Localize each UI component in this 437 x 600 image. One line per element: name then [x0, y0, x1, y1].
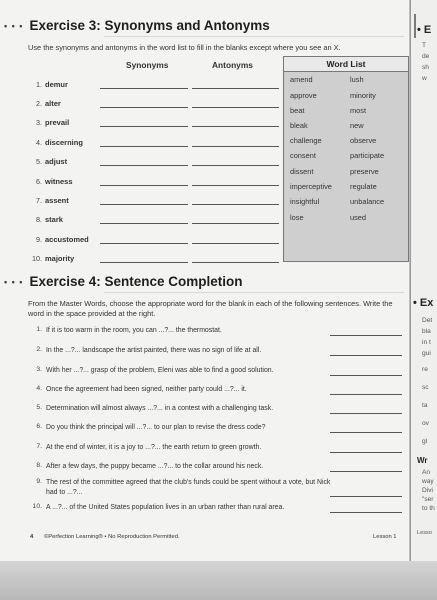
word-list-word: most: [350, 106, 367, 115]
heading-dots: • • •: [4, 21, 24, 32]
synonym-item: [28, 80, 288, 98]
item-number: 6.: [36, 177, 42, 186]
heading-rule: [104, 36, 404, 37]
antonym-blank[interactable]: [192, 185, 279, 186]
item-number: 8.: [36, 215, 42, 224]
synonym-blank[interactable]: [100, 126, 188, 127]
synonym-blank[interactable]: [100, 107, 188, 108]
antonym-blank[interactable]: [192, 146, 279, 147]
synonym-item: [28, 235, 288, 253]
word-list-word: approve: [290, 91, 317, 100]
facing-text-fragment: An: [422, 469, 431, 476]
exercise-4-heading: [4, 274, 243, 289]
lesson-label: Lesson 1: [373, 534, 397, 540]
synonym-blank[interactable]: [100, 262, 188, 263]
answer-blank[interactable]: [330, 512, 402, 513]
item-number: 2.: [36, 346, 42, 353]
sentence-text: With her ...?... grasp of the problem, Eleni was able to find a good solution.: [46, 367, 274, 374]
antonyms-column-header: Antonyms: [212, 60, 253, 70]
antonym-blank[interactable]: [192, 243, 279, 244]
answer-blank[interactable]: [330, 471, 402, 472]
exercise-4-instructions: From the Master Words, choose the appropriate word for the blank in each of the following sentences. Write the word in the space provided at the right.: [28, 299, 393, 318]
answer-blank[interactable]: [330, 355, 402, 356]
antonym-blank[interactable]: [192, 126, 279, 127]
synonym-item: [28, 215, 288, 233]
word-list-word: insightful: [290, 197, 320, 206]
facing-text-fragment: ov: [422, 420, 429, 427]
sentence-text: Determination will almost always ...?... in a contest with a challenging task.: [46, 405, 274, 412]
facing-text-fragment: in t: [422, 339, 431, 346]
item-number: 3.: [36, 366, 42, 373]
word-list-word: amend: [290, 75, 313, 84]
item-word: assent: [45, 196, 69, 205]
facing-text-fragment: re: [422, 366, 428, 373]
word-list-word: new: [350, 121, 364, 130]
facing-heading-fragment: • Ex: [413, 297, 434, 309]
item-word: accustomed: [45, 235, 89, 244]
facing-heading-fragment: • E: [417, 24, 432, 36]
item-word: majority: [45, 254, 75, 263]
word-list-word: observe: [350, 136, 377, 145]
exercise-4-title: Exercise 4: Sentence Completion: [29, 274, 243, 289]
item-number: 5.: [36, 157, 42, 166]
word-list-box: [283, 56, 409, 262]
sentence-text: A ...?... of the United States population lives in an urban rather than rural area.: [46, 504, 285, 511]
synonym-item: [28, 196, 288, 214]
scan-background: [0, 561, 437, 600]
word-list-word: unbalance: [350, 197, 385, 206]
word-list-word: bleak: [290, 121, 308, 130]
word-list-word: beat: [290, 106, 305, 115]
synonym-item: [28, 99, 288, 117]
sentence-text: In the ...?... landscape the artist painted, there was no sign of life at all.: [46, 347, 262, 354]
item-word: witness: [45, 177, 73, 186]
exercise-3-heading: [4, 18, 270, 33]
antonym-blank[interactable]: [192, 204, 279, 205]
answer-blank[interactable]: [330, 496, 402, 497]
item-number: 1.: [36, 80, 42, 89]
synonym-blank[interactable]: [100, 165, 188, 166]
synonyms-column-header: Synonyms: [126, 60, 169, 70]
synonym-item: [28, 157, 288, 175]
page-number: 4: [30, 534, 34, 540]
synonym-blank[interactable]: [100, 223, 188, 224]
antonym-blank[interactable]: [192, 165, 279, 166]
synonym-blank[interactable]: [100, 243, 188, 244]
item-number: 7.: [36, 196, 42, 205]
item-number: 8.: [36, 462, 42, 469]
item-word: alter: [45, 99, 61, 108]
antonym-blank[interactable]: [192, 223, 279, 224]
item-number: 4.: [36, 385, 42, 392]
item-number: 10.: [32, 503, 42, 510]
synonym-blank[interactable]: [100, 146, 188, 147]
answer-blank[interactable]: [330, 452, 402, 453]
item-number: 9.: [36, 478, 42, 485]
synonym-item: [28, 138, 288, 156]
item-word: prevail: [45, 118, 70, 127]
facing-text-fragment: sh: [422, 64, 429, 71]
synonym-blank[interactable]: [100, 204, 188, 205]
item-number: 7.: [36, 443, 42, 450]
facing-text-fragment: Divi: [422, 487, 433, 494]
word-list-word: regulate: [350, 182, 377, 191]
word-list-word: minority: [350, 91, 376, 100]
word-list-word: lose: [290, 213, 304, 222]
facing-text-fragment: T: [422, 42, 427, 49]
synonym-item: [28, 254, 288, 272]
word-list-word: consent: [290, 151, 316, 160]
answer-blank[interactable]: [330, 432, 402, 433]
synonym-blank[interactable]: [100, 88, 188, 89]
item-number: 2.: [36, 99, 42, 108]
facing-text-fragment: to th: [422, 505, 435, 512]
synonym-item: [28, 118, 288, 136]
facing-text-fragment: de: [422, 53, 430, 60]
word-list-word: used: [350, 213, 367, 222]
facing-text-fragment: ta: [422, 402, 428, 409]
facing-text-fragment: way: [422, 478, 434, 485]
exercise-3-instructions: Use the synonyms and antonyms in the word list to fill in the blanks except where you see an X.: [28, 43, 341, 52]
facing-text-fragment: gui: [422, 350, 431, 357]
antonym-blank[interactable]: [192, 107, 279, 108]
item-number: 4.: [36, 138, 42, 147]
facing-text-fragment: sc: [422, 384, 429, 391]
sentence-text: The rest of the committee agreed that the club's funds could be spent without a vote, but Nick had to ...?...: [46, 479, 331, 496]
item-number: 5.: [36, 404, 42, 411]
item-word: discerning: [45, 138, 83, 147]
item-number: 3.: [36, 118, 42, 127]
item-word: demur: [45, 80, 68, 89]
antonym-blank[interactable]: [192, 262, 279, 263]
antonym-blank[interactable]: [192, 88, 279, 89]
word-list-word: participate: [350, 151, 385, 160]
item-number: 1.: [36, 326, 42, 333]
item-word: adjust: [45, 157, 68, 166]
facing-text-fragment: "ser: [422, 496, 434, 503]
item-number: 10.: [32, 254, 42, 263]
facing-text-fragment: bla: [422, 328, 431, 335]
facing-text-fragment: w: [422, 75, 427, 82]
heading-rule: [104, 292, 404, 293]
section-bar: [414, 14, 416, 38]
word-list-title: Word List: [284, 57, 408, 72]
word-list-word: challenge: [290, 136, 322, 145]
facing-heading-fragment: Wr: [417, 456, 428, 465]
sentence-text: At the end of winter, it is a joy to ...?... the earth return to green growth.: [46, 444, 262, 451]
sentence-text: Do you think the principal will ...?... to our plan to revise the dress code?: [46, 424, 266, 431]
facing-lesson-fragment: Lesso: [417, 530, 432, 536]
exercise-3-title: Exercise 3: Synonyms and Antonyms: [29, 18, 270, 33]
synonym-item: [28, 177, 288, 195]
heading-dots: • • •: [4, 277, 24, 288]
item-number: 6.: [36, 423, 42, 430]
answer-blank[interactable]: [330, 413, 402, 414]
facing-text-fragment: Det: [422, 317, 433, 324]
word-list-word: preserve: [350, 167, 379, 176]
sentence-text: If it is too warm in the room, you can ...?... the thermostat.: [46, 327, 222, 334]
facing-text-fragment: gl: [422, 438, 428, 445]
sentence-text: After a few days, the puppy became ...?... to the collar around his neck.: [46, 463, 264, 470]
word-list-word: lush: [350, 75, 364, 84]
answer-blank[interactable]: [330, 394, 402, 395]
sentence-text: Once the agreement had been signed, neither party could ...?... it.: [46, 386, 247, 393]
word-list-word: imperceptive: [290, 182, 332, 191]
publisher-notice: ©Perfection Learning® • No Reproduction Permitted.: [44, 534, 180, 540]
answer-blank[interactable]: [330, 335, 402, 336]
word-list-word: dissent: [290, 167, 314, 176]
item-word: stark: [45, 215, 63, 224]
facing-page-edge: [410, 0, 437, 561]
item-number: 9.: [36, 235, 42, 244]
synonym-blank[interactable]: [100, 185, 188, 186]
answer-blank[interactable]: [330, 375, 402, 376]
